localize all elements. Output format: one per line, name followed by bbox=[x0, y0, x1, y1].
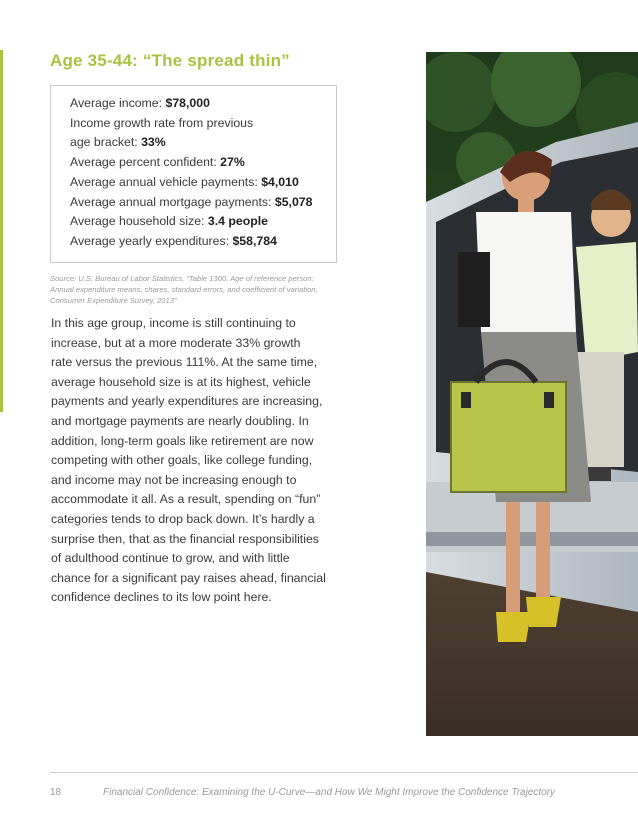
body-line: confidence declines to its low point here. bbox=[51, 590, 272, 605]
body-paragraph bbox=[51, 314, 351, 608]
body-line: categories tends to drop back down. It’s hardly a bbox=[51, 511, 315, 526]
body-line: average household size is at its highest, vehicle bbox=[51, 374, 311, 389]
source-line: Source: U.S. Bureau of Labor Statistics, “Table 1300. Age of reference person: bbox=[50, 274, 314, 283]
source-citation bbox=[50, 273, 350, 306]
source-line: Annual expenditure means, shares, standard errors, and coefficient of variation, bbox=[50, 285, 318, 294]
body-line: addition, long-term goals like retirement are now bbox=[51, 433, 314, 448]
photo-illustration bbox=[426, 52, 638, 736]
footer-title: Financial Confidence: Examining the U-Curve—and How We Might Improve the Confidence Trajectory bbox=[103, 787, 556, 798]
accent-bar bbox=[0, 50, 3, 412]
stat-line: age bracket: 33% bbox=[70, 135, 166, 150]
page-number: 18 bbox=[50, 787, 62, 798]
body-line: surprise then, that as the financial responsibilities bbox=[51, 531, 319, 546]
body-line: increase, but at a more moderate 33% growth bbox=[51, 335, 301, 350]
section-heading: Age 35-44: “The spread thin” bbox=[50, 51, 290, 70]
stats-box bbox=[50, 85, 337, 263]
body-line: payments and yearly expenditures are increasing, bbox=[51, 394, 323, 409]
footer-divider bbox=[50, 772, 638, 773]
stat-line: Average annual mortgage payments: $5,078 bbox=[70, 194, 313, 209]
body-line: and income may not be increasing enough to bbox=[51, 472, 297, 487]
body-line: rate versus the previous 111%. At the same time, bbox=[51, 355, 318, 370]
body-line: In this age group, income is still continuing to bbox=[51, 316, 296, 330]
stat-line: Average yearly expenditures: $58,784 bbox=[70, 233, 277, 248]
stat-line: Average annual vehicle payments: $4,010 bbox=[70, 174, 299, 189]
stat-line: Income growth rate from previous bbox=[70, 115, 254, 130]
stat-line: Average percent confident: 27% bbox=[70, 155, 245, 170]
body-line: chance for a significant pay raises ahead, financial bbox=[51, 570, 326, 585]
stat-line: Average household size: 3.4 people bbox=[70, 214, 269, 229]
body-line: accommodate it all. As a result, spending on “fun” bbox=[51, 492, 321, 507]
stat-line: Average income: $78,000 bbox=[70, 96, 210, 110]
source-line: Consumer Expenditure Survey, 2013” bbox=[50, 296, 177, 305]
photo-woman-with-child-at-car bbox=[426, 52, 638, 736]
body-line: and mortgage payments are nearly doubling. In bbox=[51, 413, 309, 428]
body-line: of adulthood continue to grow, and with little bbox=[51, 551, 290, 566]
body-line: competing with other goals, like college funding, bbox=[51, 453, 313, 468]
